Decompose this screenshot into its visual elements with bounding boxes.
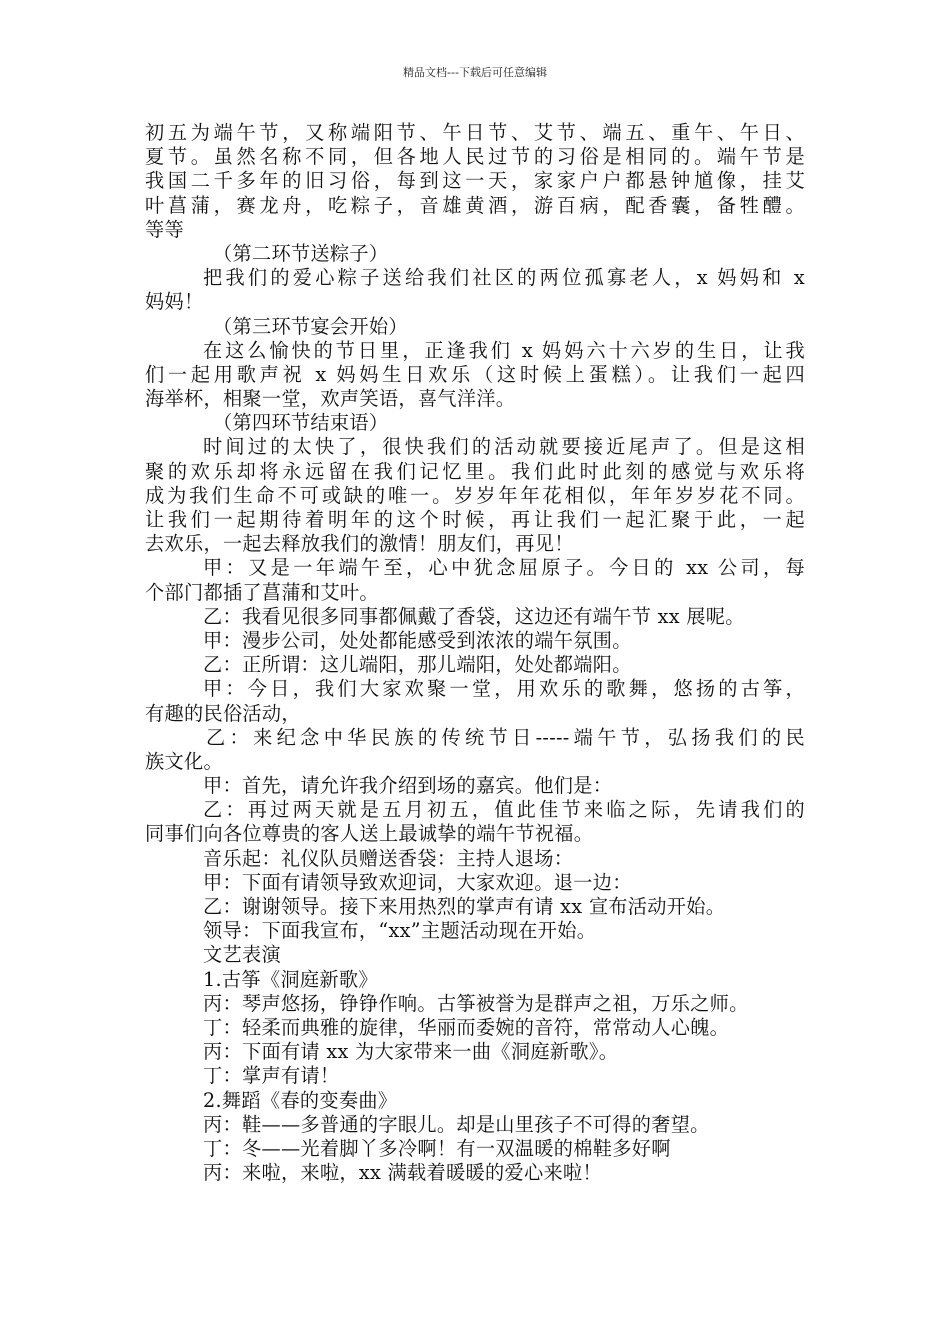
section-heading: （第二环节送粽子） — [213, 241, 389, 265]
dialogue-line: 甲：漫步公司，处处都能感受到浓浓的端午氛围。 — [203, 628, 632, 652]
dialogue-line: 丁：冬——光着脚丫多冷啊！有一双温暖的棉鞋多好啊 — [203, 1136, 671, 1160]
paragraph-line: 在这么愉快的节日里，正逢我们 x 妈妈六十六岁的生日，让我 — [203, 338, 805, 362]
dialogue-line: 领导：下面我宣布，“xx”主题活动现在开始。 — [203, 919, 597, 943]
program-item-title: 2.舞蹈《春的变奏曲》 — [203, 1088, 398, 1112]
program-item-title: 1.古筝《洞庭新歌》 — [203, 967, 378, 991]
dialogue-line: 音乐起：礼仪队员赠送香袋：主持人退场： — [203, 846, 574, 870]
paragraph-line: 等等 — [145, 217, 184, 241]
document-body — [145, 121, 805, 1185]
section-heading: 文艺表演 — [203, 943, 281, 967]
paragraph-line: 妈妈！ — [145, 290, 204, 314]
dialogue-line: 有趣的民俗活动， — [145, 701, 301, 725]
dialogue-line: 甲：首先，请允许我介绍到场的嘉宾。他们是： — [203, 774, 613, 798]
paragraph-line: 成为我们生命不可或缺的唯一。岁岁年年花相似，年年岁岁花不同。 — [145, 483, 805, 507]
paragraph-line: 让我们一起期待着明年的这个时候，再让我们一起汇聚于此，一起 — [145, 508, 805, 531]
dialogue-line: 丙：琴声悠扬，铮铮作响。古筝被誉为是群声之祖，万乐之师。 — [203, 991, 749, 1015]
paragraph-line: 初五为端午节，又称端阳节、午日节、艾节、端五、重午、午日、 — [145, 121, 805, 144]
dialogue-line: 个部门都插了菖蒲和艾叶。 — [145, 580, 379, 604]
dialogue-line: 甲：又是一年端午至，心中犹念屈原子。今日的 xx 公司，每 — [203, 556, 805, 580]
dialogue-line: 乙：谢谢领导。接下来用热烈的掌声有请 xx 宣布活动开始。 — [203, 895, 726, 918]
page-header: 精品文档---下载后可任意编辑 — [403, 66, 547, 79]
dialogue-line: 丁：掌声有请！ — [203, 1064, 340, 1088]
dialogue-line: 同事们向各位尊贵的客人送上最诚挚的端午节祝福。 — [145, 822, 594, 846]
paragraph-line: 时间过的太快了，很快我们的活动就要接近尾声了。但是这相 — [203, 435, 805, 459]
dialogue-line: 乙：正所谓：这儿端阳，那儿端阳，处处都端阳。 — [203, 653, 632, 677]
dialogue-line: 丙：来啦，来啦，xx 满载着暖暖的爱心来啦！ — [203, 1161, 602, 1185]
dialogue-line: 甲：今日，我们大家欢聚一堂，用欢乐的歌舞，悠扬的古筝， — [203, 677, 805, 701]
dialogue-line: 丙：下面有请 xx 为大家带来一曲《洞庭新歌》。 — [203, 1040, 619, 1064]
dialogue-line: 乙：来纪念中华民族的传统节日-----端午节，弘扬我们的民 — [206, 725, 805, 749]
dialogue-line: 族文化。 — [145, 749, 223, 773]
dialogue-line: 丁：轻柔而典雅的旋律，华丽而委婉的音符，常常动人心魄。 — [203, 1015, 730, 1039]
paragraph-line: 把我们的爱心粽子送给我们社区的两位孤寡老人，x 妈妈和 x — [203, 266, 805, 290]
dialogue-line: 乙：我看见很多同事都佩戴了香袋，这边还有端午节 xx 展呢。 — [203, 604, 745, 628]
dialogue-line: 丙：鞋——多普通的字眼儿。却是山里孩子不可得的奢望。 — [203, 1112, 710, 1136]
paragraph-line: 夏节。虽然名称不同，但各地人民过节的习俗是相同的。端午节是 — [145, 145, 805, 169]
paragraph-line: 海举杯，相聚一堂，欢声笑语，喜气洋洋。 — [145, 387, 516, 411]
section-heading: （第四环节结束语） — [213, 411, 389, 435]
paragraph-line: 我国二千多年的旧习俗，每到这一天，家家户户都悬钟馗像，挂艾 — [145, 169, 805, 193]
paragraph-line: 们一起用歌声祝 x 妈妈生日欢乐（这时候上蛋糕）。让我们一起四 — [145, 362, 805, 386]
section-heading: （第三环节宴会开始） — [213, 314, 408, 338]
paragraph-line: 去欢乐，一起去释放我们的激情！朋友们，再见！ — [145, 532, 574, 556]
dialogue-line: 乙：再过两天就是五月初五，值此佳节来临之际，先请我们的 — [203, 798, 805, 822]
paragraph-line: 叶菖蒲，赛龙舟，吃粽子，音雄黄酒，游百病，配香囊，备牲醴。 — [145, 193, 805, 217]
paragraph-line: 聚的欢乐却将永远留在我们记忆里。我们此时此刻的感觉与欢乐将 — [145, 459, 805, 483]
dialogue-line: 甲：下面有请领导致欢迎词，大家欢迎。退一边： — [203, 870, 632, 894]
